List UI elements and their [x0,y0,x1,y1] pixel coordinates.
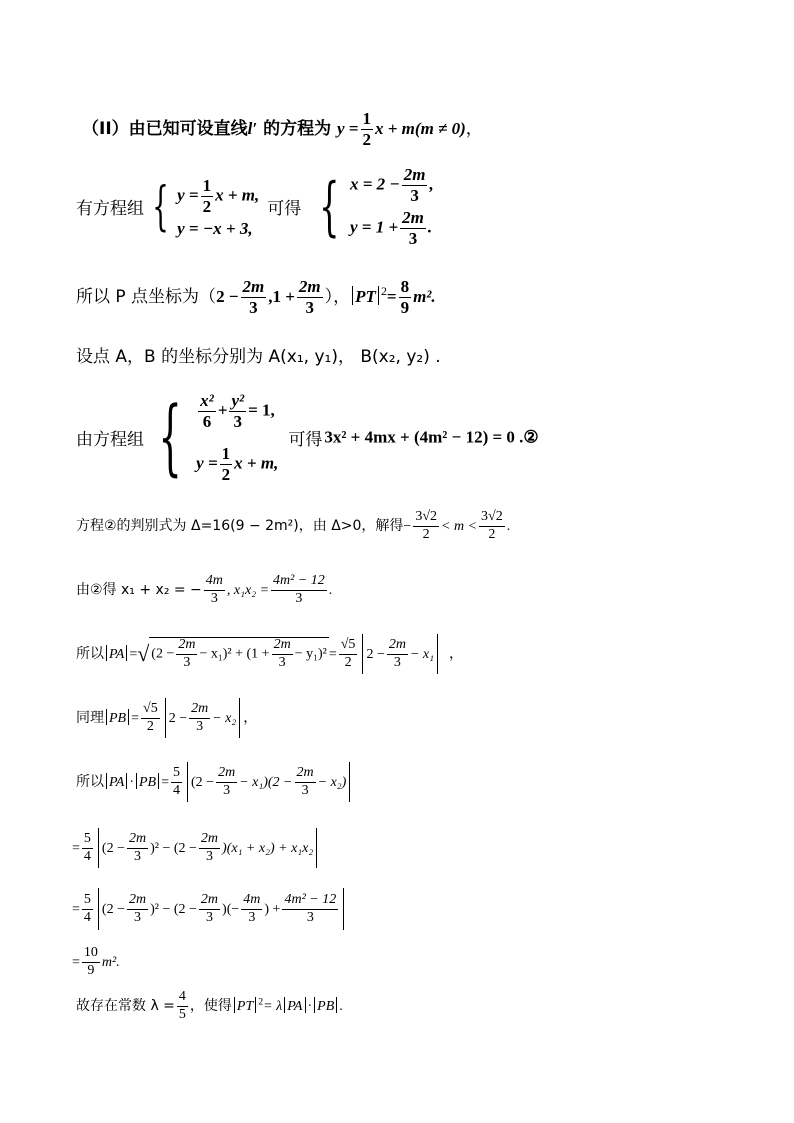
l3-pt: PT [355,286,376,306]
line-3: 所以 P 点坐标为（2 − $\frac{2m}{3}$ ,1 + $\frac{2m}{3}$ ）， PT $^2$= $\frac{8}{9}$ m². [76,277,436,317]
l3-frac-3: $\frac{8}{9}$ [400,277,410,317]
l6-prefix: 方程②的判别式为 Δ=16(9 − 2m²)，由 Δ>0，解得 [76,518,404,535]
line-12: = $\frac{5}{4}$ (2 − $\frac{2m}{3}$ )² − (2 − $\frac{2m}{3}$ )(− $\frac{4m}{3}$ ) + $\frac{\text{4m² − 12}}{3}$ [72,888,347,930]
line-9: 同理 PB = $\frac{√5}{2}$ 2 − $\frac{2m}{3}$ − x₂ ， [76,698,257,738]
l1-half: $\frac{1}{2}$ [362,109,371,149]
l7-frac-1: $\frac{4m}{3}$ [205,573,223,606]
line-14: 故存在常数 λ = $\frac{4}{5}$ ，使得 PT $^2$= λ PA · PB . [76,989,343,1022]
l7-prefix: 由②得 x₁ + x₂ = − [76,582,202,599]
l7-frac-2: $\frac{\text{4m² − 12}}{3}$ [273,573,325,606]
abs-bar [378,286,379,306]
l5-eq: 3x² + 4mx + (4m² − 12) = 0 .② [324,427,539,447]
l1-eq-lhs: y = [337,118,359,138]
l5-prefix: 由方程组 [76,430,144,451]
line-11: = $\frac{5}{4}$ (2 − $\frac{2m}{3}$ )² − (2 − $\frac{2m}{3}$ )(x₁ + x₂) + x₁x₂ [72,828,320,868]
l3-eq: = [386,286,397,306]
l5-system: $\frac{\text{x²}}{6}$ + $\frac{\text{y²}}{3}$ = 1, y = $\frac{1}{2}$ x + m, [196,391,279,484]
l1-end: ， [465,118,483,139]
l3-frac-1: $\frac{2m}{3}$ [242,277,265,317]
l5-mid: 可得 [288,430,323,451]
l3-b: ,1 + [268,286,295,306]
line-1 [82,110,483,149]
l1-prefix: （II）由已知可设直线 [82,118,248,139]
l2-brace-2: { [319,169,340,244]
l6-frac-1: $\frac{3√2}{2}$ [415,509,438,542]
l3-prefix: 所以 P 点坐标为（ [76,286,217,307]
l3-frac-2: $\frac{2m}{3}$ [298,277,321,317]
line-10: 所以 PA · PB = $\frac{5}{4}$ (2 − $\frac{2m}{3}$ − x₁)(2 − $\frac{2m}{3}$ − x₂) [76,762,353,802]
l10-prefix: 所以 [76,774,104,790]
line-2 [76,162,434,251]
line-4: 设点 A，B 的坐标分别为 A(x₁, y₁)， B(x₂, y₂) . [76,347,441,367]
l9-prefix: 同理 [76,710,104,726]
l5-brace: { [158,390,182,486]
l3-end: m². [413,286,436,306]
l1-mid: 的方程为 [257,118,338,139]
l6-frac-2: $\frac{3√2}{2}$ [481,509,503,542]
l14-prefix: 故存在常数 λ = [76,998,175,1015]
l3-a: 2 − [216,286,239,306]
l2-brace-1: { [152,176,169,237]
l1-eq-rhs: x + m(m ≠ 0) [375,118,466,138]
abs-bar [352,286,353,306]
line-8: 所以 PA =√ (2 − $\frac{2m}{3}$ − x₁)² + (1 + $\frac{2m}{3}$ − y₁)² = $\frac{√5}{2}$ 2 − $\frac{2m}{3}$ − x₁ ， [76,634,463,674]
l2-system: y = $\frac{1}{2}$ x + m, y = −x + 3, [177,175,260,238]
line-13: = $\frac{10}{9}$ m². [72,945,120,978]
l3-c: ）， [324,286,351,307]
line-7: 由②得 x₁ + x₂ = − $\frac{4m}{3}$ , x₁x₂ = $\frac{\text{4m² − 12}}{3}$ . [76,573,333,606]
l8-prefix: 所以 [76,646,104,662]
line-5 [76,388,539,487]
l2-solution: x = 2 − $\frac{2m}{3}$ , y = 1 + $\frac{2m}{3}$ . [349,165,434,248]
l2-prefix: 有方程组 [76,199,144,220]
line-6: 方程②的判别式为 Δ=16(9 − 2m²)，由 Δ>0，解得− $\frac{3√2}{2}$ < m < $\frac{3√2}{2}$ . [76,509,511,542]
l1-var: l′ [247,118,258,138]
l2-mid: 可得 [267,199,302,220]
sqrt-radical: √ (2 − $\frac{2m}{3}$ − x₁)² + (1 + $\frac{2m}{3}$ − y₁)² [137,637,327,670]
